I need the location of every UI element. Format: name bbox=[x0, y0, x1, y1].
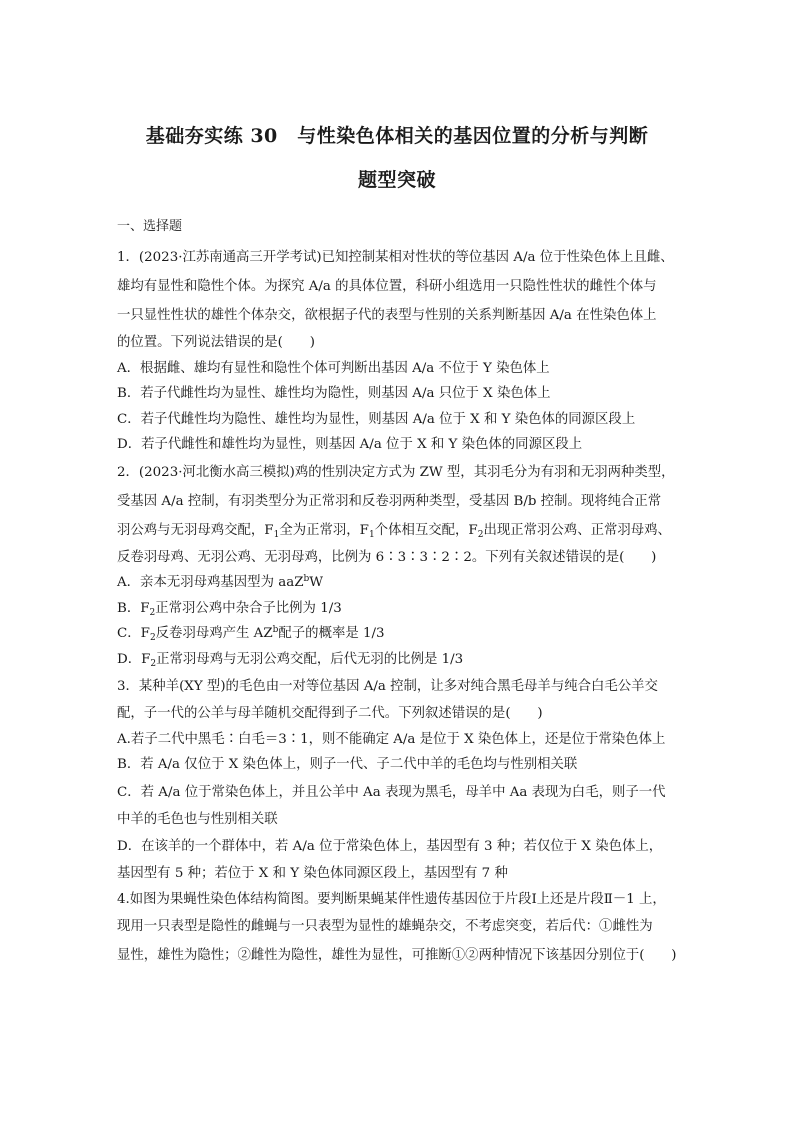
q2-option-d bbox=[117, 647, 687, 673]
q1-option-c: C．若子代雌性均为隐性、雄性均为显性，则基因 A/a 位于 X 和 Y 染色体的同源区段上 bbox=[117, 411, 636, 427]
subscript: 1 bbox=[273, 529, 280, 540]
question-3 bbox=[117, 672, 687, 887]
q2-option-a bbox=[117, 570, 687, 596]
q1-stem-line: 的位置。下列说法错误的是( ) bbox=[117, 335, 315, 350]
superscript: b bbox=[303, 574, 310, 584]
q3-line: 基因型有 5 种；若位于 X 和 Y 染色体同源区段上，基因型有 7 种 bbox=[117, 866, 508, 881]
superscript: b bbox=[272, 625, 279, 635]
q2-stem-line bbox=[117, 516, 687, 545]
q2-option-c bbox=[117, 621, 687, 647]
option-text: A．亲本无羽母鸡基因型为 aaZ bbox=[117, 575, 304, 590]
q1-option-b: B．若子代雌性均为显性、雄性均为隐性，则基因 A/a 只位于 X 染色体上 bbox=[117, 386, 551, 401]
q4-line: 现用一只表型是隐性的雌蝇与一只表型为显性的雄蝇杂交，不考虑突变，若后代：①雌性为 bbox=[117, 919, 653, 934]
subscript: 2 bbox=[477, 529, 484, 540]
question-1 bbox=[117, 243, 687, 458]
q4-line: 4.如图为果蝇性染色体结构简图。要判断果蝇某伴性遗传基因位于片段Ⅰ上还是片段Ⅱ－1 上， bbox=[117, 891, 666, 907]
q2-stem-line: 反卷羽母鸡、无羽公鸡、无羽母鸡，比例为 6∶3∶3∶2∶2。下列有关叙述错误的是( ) bbox=[117, 549, 657, 565]
option-text: B．F bbox=[117, 600, 150, 616]
q4-line: 显性，雄性为隐性；②雌性为隐性，雄性为显性，可推断①②两种情况下该基因分别位于( ) bbox=[117, 948, 677, 963]
q2-stem-line: 受基因 A/a 控制，有羽类型分为正常羽和反卷羽两种类型，受基因 B/b 控制。现将纯合正常 bbox=[117, 493, 662, 509]
question-list bbox=[117, 243, 687, 970]
option-text: D．F bbox=[117, 651, 151, 667]
q2-stem-text: 出现正常羽公鸡、正常羽母鸡、 bbox=[483, 522, 671, 538]
q1-stem-line: 雄均有显性和隐性个体。为探究 A/a 的具体位置，科研小组选用一只隐性性状的雌性个体与 bbox=[117, 279, 657, 294]
q1-option-d: D．若子代雌性和雄性均为显性，则基因 A/a 位于 X 和 Y 染色体的同源区段上 bbox=[117, 437, 583, 452]
q2-stem-text: 羽公鸡与无羽母鸡交配，F bbox=[117, 522, 274, 538]
q2-stem-text: 全为正常羽，F bbox=[279, 522, 369, 538]
page-title: 基础夯实练 30 与性染色体相关的基因位置的分析与判断 bbox=[145, 125, 649, 147]
q3-option-d: D．在该羊的一个群体中，若 A/a 位于常染色体上，基因型有 3 种；若仅位于 X 染色体上， bbox=[117, 839, 663, 854]
option-text: 配子的概率是 1/3 bbox=[278, 626, 385, 641]
q1-stem-line: 一只显性性状的雄性个体杂交，欲根据子代的表型与性别的关系判断基因 A/a 在性染色体上 bbox=[117, 308, 657, 323]
subscript: 2 bbox=[149, 607, 156, 618]
question-4 bbox=[117, 887, 687, 971]
option-text: C．F bbox=[117, 626, 150, 641]
question-2 bbox=[117, 458, 687, 673]
page-subtitle: 题型突破 bbox=[357, 169, 436, 191]
q3-option-b: B．若 A/a 仅位于 X 染色体上，则子一代、子二代中羊的毛色均与性别相关联 bbox=[117, 757, 578, 772]
q3-option-a: A.若子二代中黑毛∶白毛＝3∶1，则不能确定 A/a 是位于 X 染色体上，还是位于常染色体上 bbox=[117, 731, 666, 747]
q1-stem-line: 1．(2023·江苏南通高三开学考试)已知控制某相对性状的等位基因 A/a 位于性染色体上且雌、 bbox=[117, 250, 674, 265]
section-heading: 一、选择题 bbox=[117, 219, 183, 234]
option-text: 反卷羽母鸡产生 AZ bbox=[155, 626, 273, 641]
q3-option-c: C．若 A/a 位于常染色体上，并且公羊中 Aa 表现为黑毛，母羊中 Aa 表现为白毛，则子一代 bbox=[117, 784, 666, 800]
q3-line: 3．某种羊(XY 型)的毛色由一对等位基因 A/a 控制，让多对纯合黑毛母羊与纯合白毛公羊交 bbox=[117, 679, 658, 694]
q2-option-b bbox=[117, 596, 687, 622]
subscript: 2 bbox=[149, 633, 156, 643]
option-text: 正常羽母鸡与无羽公鸡交配，后代无羽的比例是 1/3 bbox=[156, 651, 464, 667]
q2-stem-text: 个体相互交配，F bbox=[374, 522, 478, 538]
option-text: 正常羽公鸡中杂合子比例为 1/3 bbox=[155, 600, 342, 616]
q3-line: 中羊的毛色也与性别相关联 bbox=[117, 811, 278, 827]
q3-line: 配，子一代的公羊与母羊随机交配得到子二代。下列叙述错误的是( ) bbox=[117, 706, 543, 721]
q2-stem-line: 2．(2023·河北衡水高三模拟)鸡的性别决定方式为 ZW 型，其羽毛分为有羽和无羽两种类型， bbox=[117, 464, 675, 480]
option-text: W bbox=[309, 575, 324, 590]
q1-option-a: A．根据雌、雄均有显性和隐性个体可判断出基因 A/a 不位于 Y 染色体上 bbox=[117, 360, 550, 376]
subscript: 2 bbox=[150, 658, 157, 669]
subscript: 1 bbox=[368, 529, 375, 540]
